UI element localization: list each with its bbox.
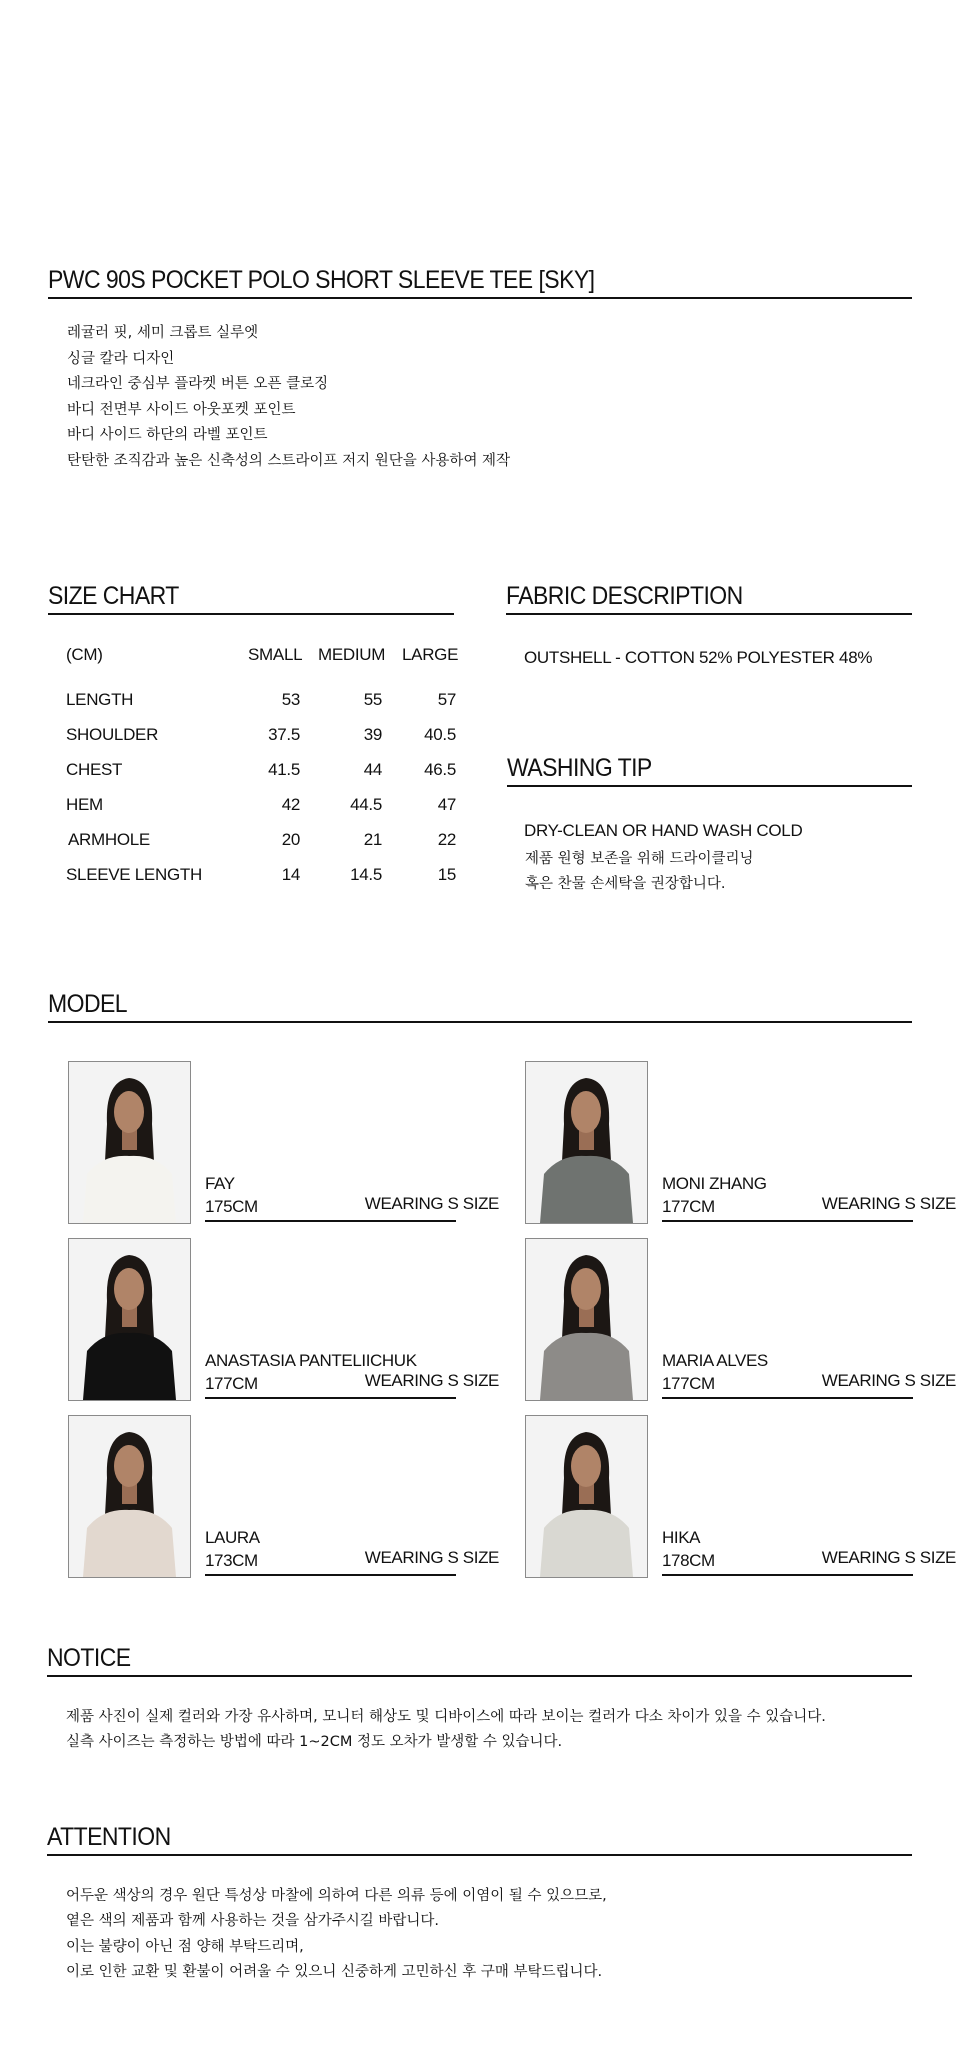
size-row-length <box>66 690 456 725</box>
size-cell: 20 <box>281 830 300 849</box>
model-card <box>525 1061 956 1224</box>
size-cell: 37.5 <box>268 725 300 744</box>
model-wearing-size: WEARING S SIZE <box>364 1371 499 1390</box>
model-card <box>525 1238 956 1401</box>
washing-line: 혹은 찬물 손세탁을 권장합니다. <box>525 876 726 892</box>
model-name: HIKA <box>662 1528 701 1547</box>
attention-line: 옅은 색의 제품과 함께 사용하는 것을 삼가주시길 바랍니다. <box>66 1913 440 1929</box>
model-name: ANASTASIA PANTELIICHUK <box>205 1351 417 1370</box>
model-wearing-size: WEARING S SIZE <box>821 1371 956 1390</box>
model-card <box>68 1061 499 1224</box>
attention-rule <box>47 1854 912 1856</box>
model-height: 178CM <box>662 1551 715 1570</box>
size-cell: 57 <box>437 690 456 709</box>
model-rule <box>662 1220 913 1222</box>
size-cell: 42 <box>281 795 300 814</box>
size-cell: 44 <box>363 760 382 779</box>
size-cell: 40.5 <box>424 725 456 744</box>
product-description <box>67 321 510 474</box>
model-height: 177CM <box>205 1374 258 1393</box>
size-row-label: SLEEVE LENGTH <box>66 865 202 884</box>
model-card <box>525 1415 956 1578</box>
size-cell: 15 <box>437 865 456 884</box>
product-title-rule <box>48 297 912 299</box>
size-cell: 47 <box>437 795 456 814</box>
model-photo <box>68 1238 191 1401</box>
model-height: 175CM <box>205 1197 258 1216</box>
attention-line: 이로 인한 교환 및 환불이 어려울 수 있으니 신중하게 고민하신 후 구매 부탁드립니다. <box>66 1964 603 1980</box>
size-header-medium: MEDIUM <box>318 645 386 664</box>
fabric-text: OUTSHELL - COTTON 52% POLYESTER 48% <box>524 648 873 667</box>
model-wearing-size: WEARING S SIZE <box>364 1194 499 1213</box>
model-photo <box>525 1061 648 1224</box>
model-wearing-size: WEARING S SIZE <box>821 1194 956 1213</box>
size-chart-rule <box>48 613 454 615</box>
size-cell: 46.5 <box>424 760 456 779</box>
washing-rule <box>507 785 912 787</box>
model-figure <box>69 1416 190 1577</box>
size-cell: 14.5 <box>350 865 382 884</box>
model-rule <box>662 1574 913 1576</box>
model-figure <box>69 1062 190 1223</box>
size-row-label: LENGTH <box>66 690 134 709</box>
size-cell: 44.5 <box>350 795 382 814</box>
size-cell: 21 <box>363 830 382 849</box>
size-cell: 55 <box>363 690 382 709</box>
size-header-small: SMALL <box>248 645 303 664</box>
fabric-rule <box>506 613 912 615</box>
description-line: 바디 사이드 하단의 라벨 포인트 <box>67 427 268 443</box>
size-row-label: HEM <box>66 795 103 814</box>
notice-line: 제품 사진이 실제 컬러와 가장 유사하며, 모니터 해상도 및 디바이스에 따라 보이는 컬러가 다소 차이가 있을 수 있습니다. <box>66 1709 826 1725</box>
model-card <box>68 1415 499 1578</box>
size-chart-title: SIZE CHART <box>48 582 179 610</box>
model-photo <box>68 1061 191 1224</box>
attention-line: 어두운 색상의 경우 원단 특성상 마찰에 의하여 다른 의류 등에 이염이 될 수 있으므로, <box>66 1888 607 1904</box>
attention-line: 이는 불량이 아닌 점 양해 부탁드리며, <box>66 1939 304 1955</box>
model-rule <box>205 1397 456 1399</box>
size-chart-table <box>66 645 459 900</box>
washing-title: WASHING TIP <box>507 754 652 782</box>
size-row-label: ARMHOLE <box>68 830 150 849</box>
size-header-large: LARGE <box>402 645 459 664</box>
attention-title: ATTENTION <box>47 1823 171 1851</box>
description-line: 네크라인 중심부 플라켓 버튼 오픈 클로징 <box>67 376 329 392</box>
notice-line: 실측 사이즈는 측정하는 방법에 따라 1~2CM 정도 오차가 발생할 수 있습니다. <box>66 1734 563 1750</box>
size-unit: (CM) <box>66 645 103 664</box>
size-cell: 41.5 <box>268 760 300 779</box>
model-height: 177CM <box>662 1374 715 1393</box>
model-name: MARIA ALVES <box>662 1351 768 1370</box>
description-line: 레귤러 핏, 세미 크롭트 실루엣 <box>67 325 259 341</box>
model-figure <box>526 1062 647 1223</box>
description-line: 바디 전면부 사이드 아웃포켓 포인트 <box>67 401 296 418</box>
model-photo <box>525 1415 648 1578</box>
model-height: 177CM <box>662 1197 715 1216</box>
model-rule <box>662 1397 913 1399</box>
washing-line: 제품 원형 보존을 위해 드라이클리닝 <box>525 851 754 867</box>
model-rule <box>205 1574 456 1576</box>
notice-title: NOTICE <box>47 1644 131 1672</box>
size-row-shoulder <box>66 725 456 760</box>
size-chart-header <box>66 645 459 690</box>
model-name: FAY <box>205 1174 235 1193</box>
size-row-sleeve-length <box>66 865 456 900</box>
model-name: MONI ZHANG <box>662 1174 767 1193</box>
model-card <box>68 1238 499 1401</box>
size-cell: 22 <box>437 830 456 849</box>
model-rule <box>48 1021 912 1023</box>
model-figure <box>69 1239 190 1400</box>
size-cell: 14 <box>281 865 300 884</box>
size-row-label: CHEST <box>66 760 123 779</box>
model-wearing-size: WEARING S SIZE <box>364 1548 499 1567</box>
model-title: MODEL <box>48 990 128 1018</box>
model-rule <box>205 1220 456 1222</box>
model-height: 173CM <box>205 1551 258 1570</box>
product-title: PWC 90S POCKET POLO SHORT SLEEVE TEE [SKY] <box>48 266 595 294</box>
size-cell: 53 <box>281 690 300 709</box>
size-cell: 39 <box>363 725 382 744</box>
fabric-title: FABRIC DESCRIPTION <box>506 582 743 610</box>
model-figure <box>526 1416 647 1577</box>
description-line: 싱글 칼라 디자인 <box>67 350 175 367</box>
model-name: LAURA <box>205 1528 260 1547</box>
size-row-armhole <box>66 830 456 865</box>
model-wearing-size: WEARING S SIZE <box>821 1548 956 1567</box>
washing-main: DRY-CLEAN OR HAND WASH COLD <box>524 821 803 840</box>
size-row-hem <box>66 795 456 830</box>
size-row-label: SHOULDER <box>66 725 159 744</box>
model-figure <box>526 1239 647 1400</box>
model-photo <box>525 1238 648 1401</box>
notice-rule <box>47 1675 912 1677</box>
size-row-chest <box>66 760 456 795</box>
description-line: 탄탄한 조직감과 높은 신축성의 스트라이프 저지 원단을 사용하여 제작 <box>67 452 511 469</box>
model-photo <box>68 1415 191 1578</box>
